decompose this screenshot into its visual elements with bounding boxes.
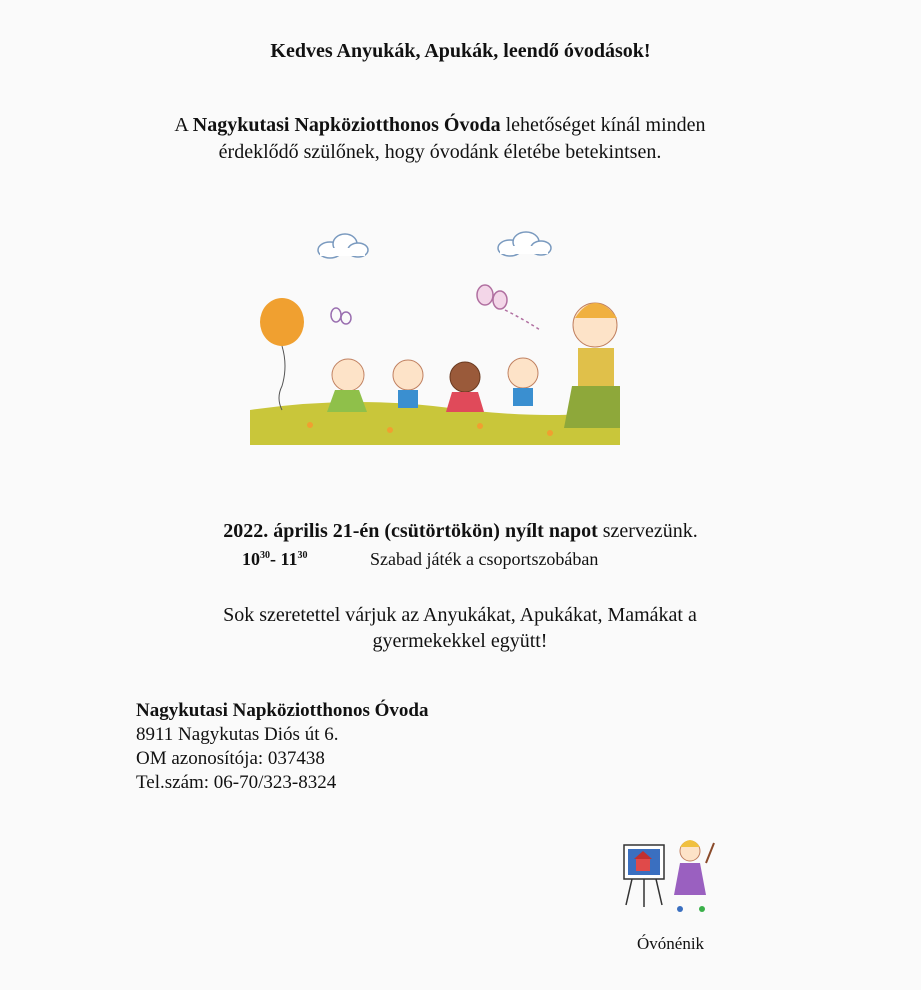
child-figure xyxy=(327,359,367,412)
signature-text: Óvónénik xyxy=(637,934,705,953)
contact-phone: Tel.szám: 06-70/323-8324 xyxy=(136,772,337,793)
end-hour: 11 xyxy=(280,549,298,569)
greeting-heading: Kedves Anyukák, Apukák, leendő óvodások! xyxy=(270,40,651,62)
butterfly-icon xyxy=(477,285,540,330)
schedule-row xyxy=(242,549,599,570)
easel-icon xyxy=(624,845,664,907)
welcome-line2: gyermekekkel együtt! xyxy=(372,630,548,652)
time-range xyxy=(242,549,308,569)
teacher-figure xyxy=(564,303,620,428)
contact-block xyxy=(136,699,428,795)
welcome-line1: Sok szeretettel várjuk az Anyukákat, Apukákat, Mamákat a xyxy=(223,604,697,626)
child-figure xyxy=(393,360,423,408)
start-min: 30 xyxy=(260,550,270,561)
girl-painter-icon xyxy=(674,840,714,895)
balloon-icon xyxy=(260,298,304,410)
event-rest: szervezünk. xyxy=(597,520,698,542)
end-min: 30 xyxy=(297,550,308,561)
intro-prefix: A xyxy=(174,114,193,136)
intro-school-name: Nagykutasi Napköziotthonos Óvoda xyxy=(192,114,501,136)
cloud-icon xyxy=(318,234,368,258)
painting-girl-illustration xyxy=(620,833,725,913)
butterfly-icon xyxy=(331,308,351,324)
contact-address: 8911 Nagykutas Diós út 6. xyxy=(136,724,339,745)
welcome-paragraph xyxy=(150,602,770,654)
child-figure xyxy=(508,358,538,406)
activity-text: Szabad játék a csoportszobában xyxy=(370,549,599,569)
time-separator: - xyxy=(270,549,281,569)
contact-om: OM azonosítója: 037438 xyxy=(136,748,325,769)
intro-rest-line1: lehetőséget kínál minden xyxy=(500,114,706,136)
intro-paragraph xyxy=(140,112,740,166)
grass-ground xyxy=(250,402,620,445)
contact-name: Nagykutasi Napköziotthonos Óvoda xyxy=(136,700,429,721)
cloud-icon xyxy=(498,232,551,256)
paint-splash-icon xyxy=(677,906,705,912)
event-date: 2022. április 21-én (csütörtökön) nyílt napot xyxy=(223,520,598,542)
children-illustration xyxy=(250,230,620,445)
child-figure xyxy=(446,362,484,412)
start-hour: 10 xyxy=(242,549,260,569)
event-announcement xyxy=(0,520,921,543)
intro-line2: érdeklődő szülőnek, hogy óvodánk életébe betekintsen. xyxy=(218,141,662,163)
